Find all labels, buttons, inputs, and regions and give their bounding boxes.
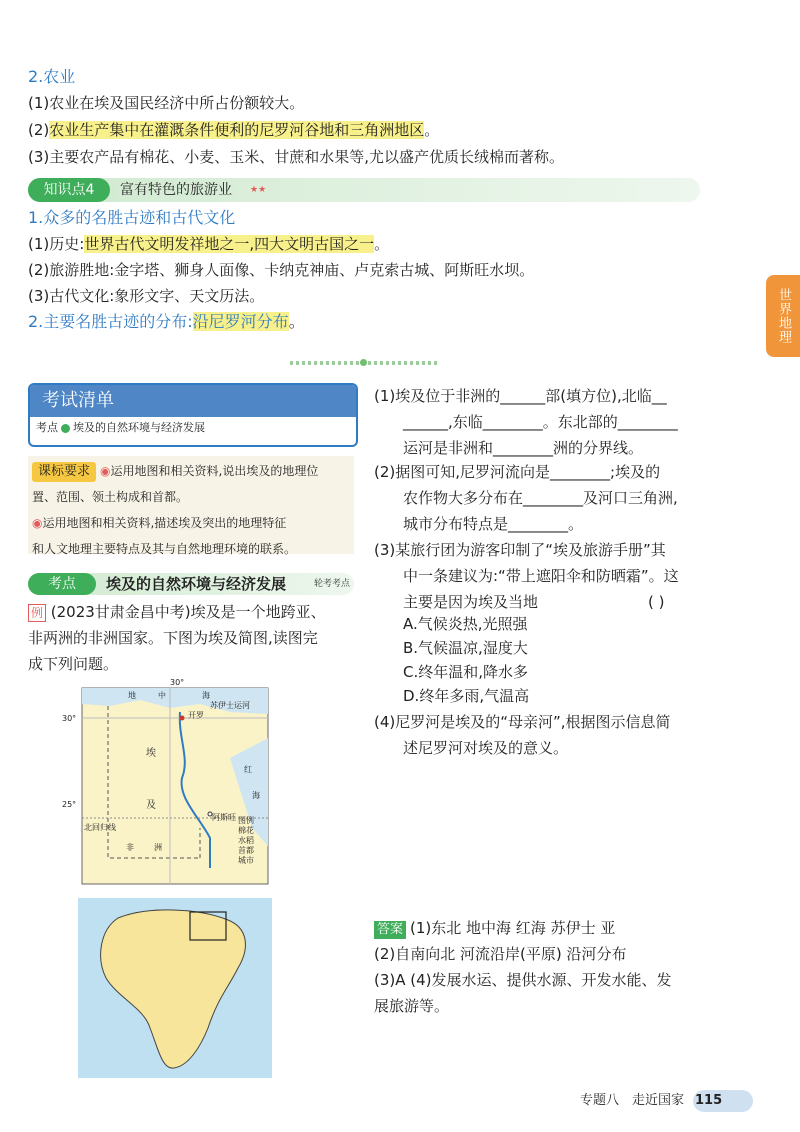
question-1a: (1)埃及位于非洲的______部(填方位),北临__ — [374, 387, 667, 405]
map-red-1: 红 — [244, 765, 252, 774]
distribution-highlight: 沿尼罗河分布 — [192, 312, 289, 331]
agri-line-3: (3)主要农产品有棉花、小麦、玉米、甘蔗和水果等,尤以盛产优质长绒棉而著称。 — [28, 148, 565, 166]
section-title-agriculture: 2.农业 — [28, 67, 76, 86]
answer-line-4: 展旅游等。 — [374, 997, 450, 1015]
section-title-tourism: 1.众多的名胜古迹和古代文化 — [28, 208, 236, 227]
footer-title: 走近国家 — [632, 1093, 685, 1108]
map-tropic: 北回归线 — [84, 823, 116, 832]
star-icon: ★★ — [250, 185, 267, 195]
green-dot-icon — [61, 424, 70, 433]
agri-line-2-prefix: (2) — [28, 121, 50, 139]
legend-cotton: 棉花 — [238, 826, 254, 835]
tour-culture: (3)古代文化:象形文字、天文历法。 — [28, 287, 265, 305]
example-line-1-text: (2023甘肃金昌中考)埃及是一个地跨亚、 — [50, 603, 326, 621]
map-egypt-2: 及 — [146, 800, 156, 811]
requirement-1a: 运用地图和相关资料,说出埃及的地理位 — [110, 464, 319, 478]
curriculum-requirements — [28, 456, 354, 554]
legend-title: 图例 — [238, 816, 254, 825]
distribution-suffix: 。 — [288, 312, 305, 331]
page-number: 115 — [695, 1093, 723, 1108]
map-aswan: 阿斯旺 — [212, 813, 236, 822]
tour-history-suffix: 。 — [374, 235, 390, 253]
question-2c: 城市分布特点是________。 — [403, 515, 584, 533]
bullet-icon: ◉ — [100, 464, 111, 478]
exam-point-banner — [28, 573, 354, 595]
requirements-tag: 课标要求 — [32, 462, 96, 482]
question-3a: (3)某旅行团为游客印制了“埃及旅游手册”其 — [374, 541, 666, 559]
option-c: C.终年温和,降水多 — [403, 663, 529, 681]
question-2a: (2)据图可知,尼罗河流向是________;埃及的 — [374, 463, 661, 481]
example-line-3: 成下列问题。 — [28, 655, 119, 673]
question-2b: 农作物大多分布在________及河口三角洲, — [403, 489, 678, 507]
agri-line-1: (1)农业在埃及国民经济中所占份额较大。 — [28, 94, 305, 112]
tour-history-highlight: 世界古代文明发祥地之一,四大文明古国之一 — [84, 235, 375, 253]
exam-sub-prefix: 考点 — [36, 421, 58, 434]
legend-city: 城市 — [238, 856, 254, 865]
requirement-1b: 置、范围、领土构成和首都。 — [32, 490, 189, 504]
legend-capital: 首都 — [238, 846, 254, 855]
tour-history — [28, 233, 389, 255]
knowledge-point-banner — [28, 178, 700, 202]
africa-map-svg — [78, 898, 272, 1078]
map-cairo: 开罗 — [188, 711, 204, 720]
knowledge-point-title: 富有特色的旅游业 — [120, 182, 232, 198]
map-africa-1: 非 — [126, 843, 134, 852]
answer-line-3: (3)A (4)发展水运、提供水源、开发水能、发 — [374, 971, 672, 989]
answer-line-2: (2)自南向北 河流沿岸(平原) 沿河分布 — [374, 945, 627, 963]
egypt-map — [60, 678, 272, 888]
exam-point-tag: 考点 — [28, 573, 96, 595]
map-sea-1: 地 — [128, 691, 136, 700]
map-lat30: 30° — [62, 714, 77, 723]
question-1b: ______,东临________。东北部的________ — [403, 413, 678, 431]
knowledge-point-tag: 知识点4 — [28, 178, 110, 202]
exam-checklist-subtitle — [30, 417, 356, 439]
question-3-answer-paren: ( ) — [648, 593, 665, 611]
map-lon30: 30° — [170, 678, 185, 687]
question-4a: (4)尼罗河是埃及的“母亲河”,根据图示信息简 — [374, 713, 671, 731]
exam-checklist-title: 考试清单 — [30, 385, 356, 417]
exam-point-note: 轮考考点 — [313, 579, 350, 589]
section-title-distribution — [28, 311, 305, 333]
legend-rice: 水稻 — [238, 836, 254, 845]
bullet-icon: ◉ — [32, 516, 43, 530]
agri-line-2-suffix: 。 — [424, 121, 440, 139]
answer-tag: 答案 — [374, 921, 406, 939]
example-line-2: 非两洲的非洲国家。下图为埃及简图,读图完 — [28, 629, 318, 647]
option-b: B.气候温凉,湿度大 — [403, 639, 528, 657]
answer-line-1 — [374, 916, 615, 941]
divider-dot-icon — [360, 359, 367, 366]
map-lat25: 25° — [62, 800, 77, 809]
tour-history-prefix: (1)历史: — [28, 235, 85, 253]
question-3b: 中一条建议为:“带上遮阳伞和防晒霜”。这 — [403, 567, 679, 585]
map-red-2: 海 — [252, 791, 260, 800]
agri-line-2-highlight: 农业生产集中在灌溉条件便利的尼罗河谷地和三角洲地区 — [49, 121, 425, 139]
map-suez: 苏伊士运河 — [210, 701, 250, 710]
question-1c: 运河是非洲和________洲的分界线。 — [403, 439, 644, 457]
map-africa-2: 洲 — [154, 843, 162, 852]
question-4b: 述尼罗河对埃及的意义。 — [403, 739, 569, 757]
example-tag: 例 — [28, 604, 46, 622]
option-a: A.气候炎热,光照强 — [403, 615, 528, 633]
map-legend — [238, 816, 272, 866]
question-3c: 主要是因为埃及当地 — [403, 593, 539, 611]
exam-sub-text: 埃及的自然环境与经济发展 — [73, 421, 205, 434]
tour-sites: (2)旅游胜地:金字塔、狮身人面像、卡纳克神庙、卢克索古城、阿斯旺水坝。 — [28, 261, 535, 279]
distribution-label: 2.主要名胜古迹的分布: — [28, 312, 193, 331]
exam-checklist-box — [28, 383, 358, 447]
example-line-1 — [28, 600, 326, 625]
africa-inset-map — [78, 898, 272, 1078]
option-d: D.终年多雨,气温高 — [403, 687, 530, 705]
requirement-2a: 运用地图和相关资料,描述埃及突出的地理特征 — [42, 516, 287, 530]
map-egypt-1: 埃 — [146, 748, 156, 759]
footer-topic: 专题八 — [580, 1093, 620, 1108]
map-sea-3: 海 — [202, 691, 210, 700]
agri-line-2 — [28, 119, 439, 141]
answer-line-1-text: (1)东北 地中海 红海 苏伊士 亚 — [410, 919, 616, 937]
map-sea-2: 中 — [158, 691, 166, 700]
requirement-2b: 和人文地理主要特点及其与自然地理环境的联系。 — [32, 542, 297, 556]
exam-point-title: 埃及的自然环境与经济发展 — [106, 575, 287, 593]
side-tab-world-geography: 世界地理(下) — [766, 275, 800, 357]
